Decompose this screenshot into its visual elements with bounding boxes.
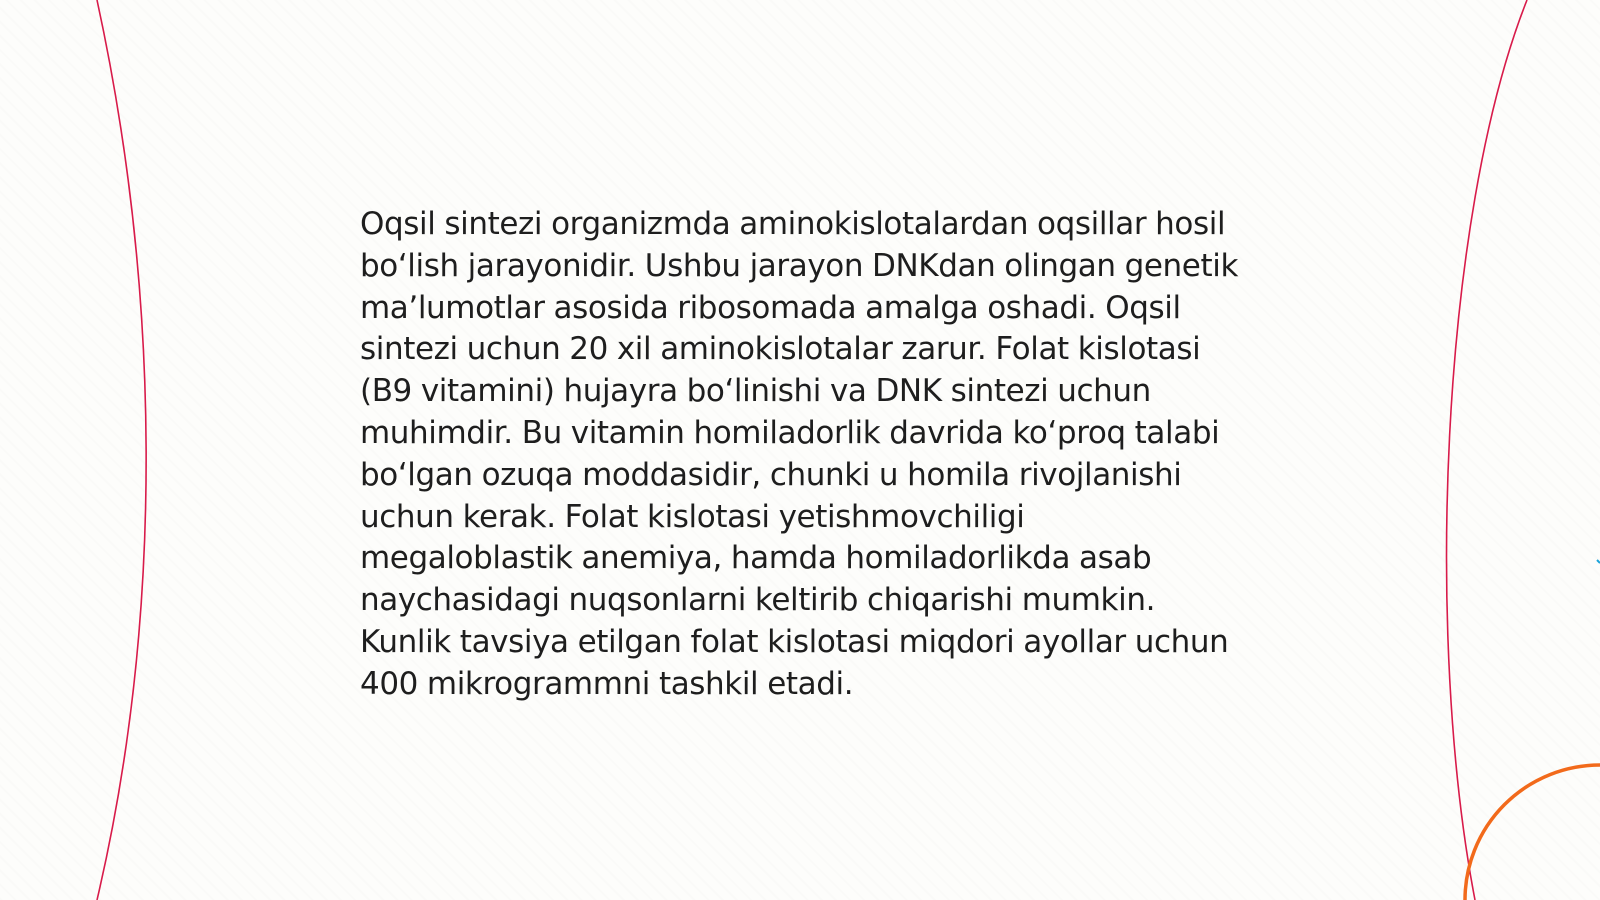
right-arc-decoration	[1447, 0, 1527, 900]
body-paragraph: Oqsil sintezi organizmda aminokislotalardan oqsillar hosil boʻlish jarayonidir. Ushbu jarayon DNKdan olingan genetik maʼlumotlar asosida ribosomada amalga oshadi. Oqsil sintezi uchun 20 xil aminokislotalar zarur. Folat kislotasi (B9 vitamini) hujayra boʻlinishi va DNK sintezi uchun muhimdir. Bu vitamin homiladorlik davrida koʻproq talabi boʻlgan ozuqa moddasidir, chunki u homila rivojlanishi uchun kerak. Folat kislotasi yetishmovchiligi megaloblastik anemiya, hamda homiladorlikda asab naychasidagi nuqsonlarni keltirib chiqarishi mumkin. Kunlik tavsiya etilgan folat kislotasi miqdori ayollar uchun 400 mikrogrammni tashkil etadi.	[360, 206, 1238, 702]
corner-circle-decoration	[1465, 765, 1600, 900]
left-arc-decoration	[97, 0, 146, 900]
